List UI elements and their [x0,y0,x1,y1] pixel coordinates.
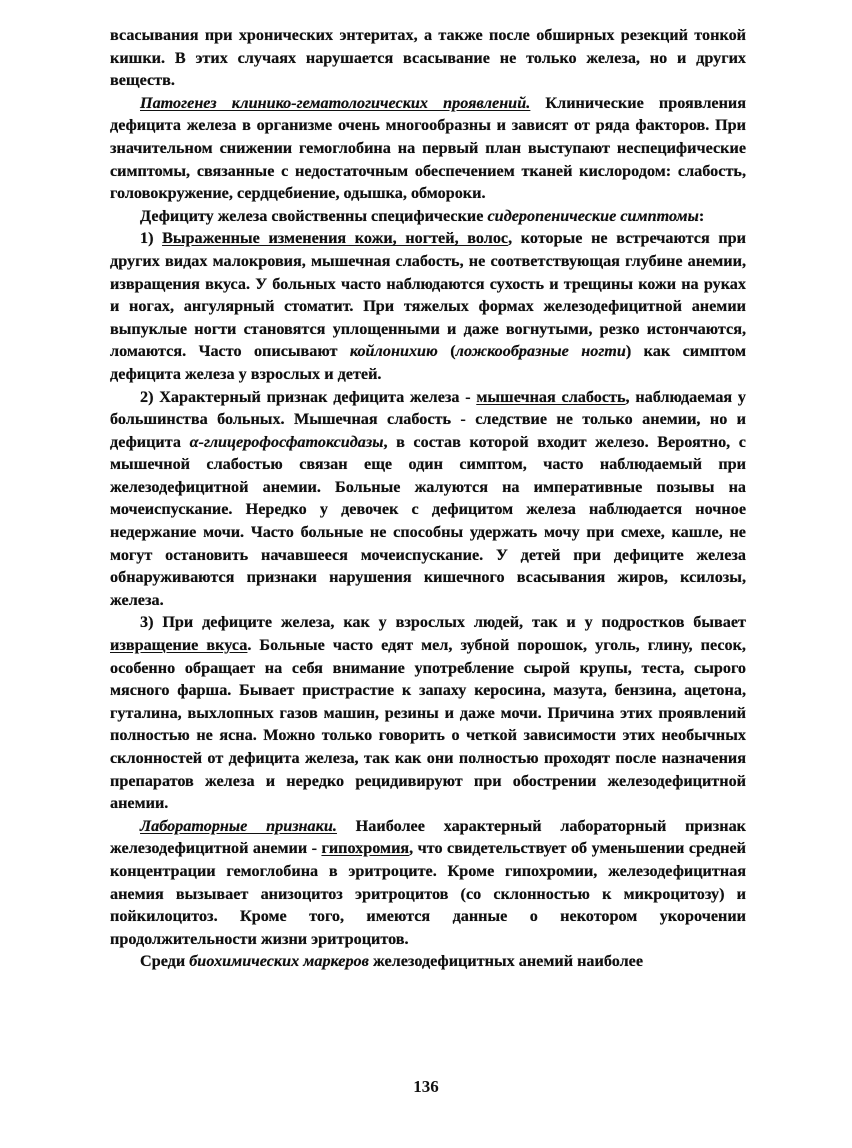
text-run: Среди [140,952,190,971]
text-run: Наиболее характерный лабораторный признак железодефицитной анемии - [110,816,747,858]
paragraph-1 [110,24,746,92]
paragraph-2 [110,92,746,205]
underlined-term: Выраженные изменения кожи, ногтей, волос [162,229,509,248]
text-run: , что свидетельствует об уменьшении средней концентрации гемоглобина в эритроците. Кроме гипохромии, железодефицитная анемия вызывает анизоцитоз эритроцитов (со склонностью к микроцитозу) и пойкилоцитоз. Кроме того, имеются данные о некотором укорочении продолжительности жизни эритроцитов. [110,839,747,948]
underlined-term: мышечная слабость [476,387,626,406]
text-run: : [698,206,705,225]
paragraph-4 [110,227,746,385]
text-run: , которые не встречаются при других видах малокровия, мышечная слабость, не соответствующая глубине анемии, извращения вкуса. У больных часто наблюдаются сухость и трещины кожи на руках и ногах, ангулярный стоматит. При тяжелых формах железодефицитной анемии выпуклые ногти становятся уплощенными и даже вогнутыми, резко истончаются, ломаются. Часто описывают [110,229,746,361]
emphasis: ложкообразные ногти [455,342,626,361]
page-number: 136 [413,1077,439,1096]
text-run: всасывания при хронических энтеритах, а также после обширных резекций тонкой кишки. В этих случаях нарушается всасывание не только железа, но и других веществ. [110,26,746,90]
underlined-term: гипохромия [321,839,410,858]
text-run: 1) [140,229,163,248]
page-body [110,24,746,973]
section-heading-lab-signs: Лабораторные признаки. [140,816,337,835]
section-heading-pathogenesis: Патогенез клинико-гематологических проявлений. [140,93,531,112]
emphasis: сидеропенические симптомы [487,206,699,225]
text-run: железодефицитных анемий наиболее [368,952,644,971]
text-run: 3) При дефиците железа, как у взрослых людей, так и у подростков бывает [140,613,746,632]
paragraph-8 [110,950,746,973]
text-run: Клинические проявления дефицита железа в организме очень многообразны и зависят от ряда факторов. При значительном снижении гемоглобина на первый план выступают неспецифические симптомы, связанные с недостаточным обеспечением тканей кислородом: слабость, головокружение, сердцебиение, одышка, обмороки. [110,93,746,203]
text-run: ) как симптом дефицита железа у взрослых и детей. [110,342,746,383]
paragraph-7 [110,815,746,951]
paragraph-5 [110,386,746,612]
emphasis: α-глицерофосфатоксидазы [189,432,384,451]
text-run: , наблюдаемая у большинства больных. Мышечная слабость - следствие не только анемии, но и дефицита [110,387,747,451]
text-run: , в состав которой входит железо. Вероятно, с мышечной слабостью связан еще один симптом, часто наблюдаемый при железодефицитной анемии. Больные жалуются на императивные позывы на мочеиспускание. Нередко у девочек с дефицитом железа наблюдается ночное недержание мочи. Часто больные не способны удержать мочу при смехе, кашле, не могут остановить начавшееся мочеиспускание. У детей при дефиците железа обнаруживаются признаки нарушения кишечного всасывания жиров, ксилозы, железа. [110,432,746,609]
paragraph-6 [110,611,746,814]
text-run: Дефициту железа свойственны специфические [140,206,488,225]
underlined-term: извращение вкуса [110,636,248,655]
text-run: 2) Характерный признак дефицита железа - [140,387,477,406]
emphasis: биохимических маркеров [189,952,369,971]
emphasis: койлонихию [349,342,438,361]
text-run: ( [437,342,456,361]
text-run: . Больные часто едят мел, зубной порошок, уголь, глину, песок, особенно обращает на себя внимание употребление сырой крупы, теста, сырого мясного фарша. Бывает пристрастие к запаху керосина, мазута, бензина, ацетона, гуталина, выхлопных газов машин, резины и даже мочи. Причина этих проявлений полностью не ясна. Можно только говорить о четкой зависимости этих необычных склонностей от дефицита железа, так как они полностью проходят после назначения препаратов железа и нередко рецидивируют при обострении железодефицитной анемии. [110,636,746,813]
paragraph-3 [110,205,746,228]
